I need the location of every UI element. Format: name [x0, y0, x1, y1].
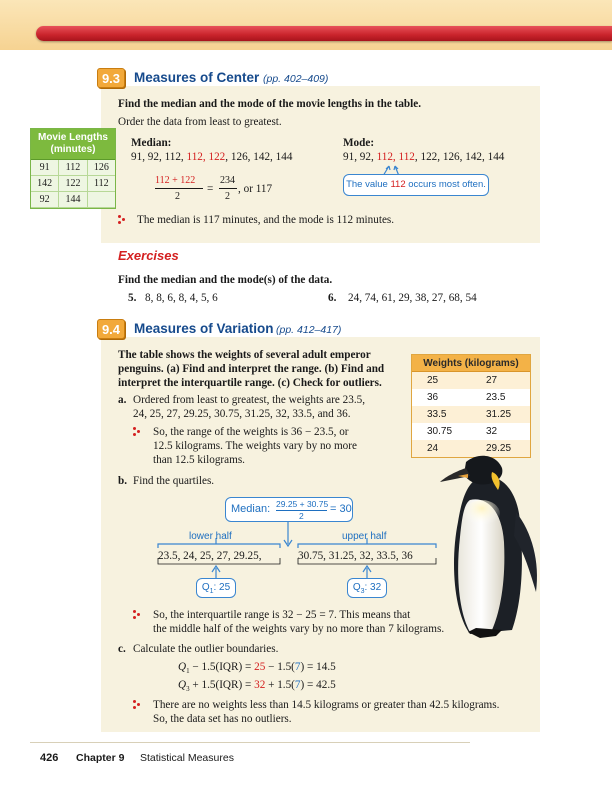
table-cell [88, 192, 115, 208]
fraction2-denominator: 2 [225, 191, 230, 202]
median-fraction-numerator: 112 + 122 [155, 175, 196, 186]
mode-ordered-list: 91, 92, 112, 112, 122, 126, 142, 144 [343, 151, 505, 163]
table-row [31, 160, 115, 176]
part-b-text: Find the quartiles. [133, 475, 215, 487]
diagram-median-result: = 30 [330, 503, 352, 515]
part-a-conclusion: than 12.5 kilograms. [153, 454, 245, 466]
section-94-pages: (pp. 412–417) [276, 324, 342, 336]
weights-table-header: Weights (kilograms) [412, 355, 530, 372]
table-cell: 33.5 [427, 409, 447, 420]
part-a-text: Ordered from least to greatest, the weights are 23.5, [133, 394, 366, 406]
lower-half-label: lower half [189, 531, 232, 542]
conclusion-bullet-icon [133, 700, 143, 710]
section-93-pages: (pp. 402–409) [263, 73, 329, 85]
table-cell: 122 [59, 176, 87, 192]
diagram-median-denominator: 2 [299, 511, 304, 521]
table-cell: 142 [31, 176, 59, 192]
section-93-prompt: Find the median and the mode of the movie lengths in the table. [118, 98, 422, 110]
movie-table-header [31, 129, 115, 160]
section-94-prompt-line: interpret the interquartile range. (c) Check for outliers. [118, 377, 382, 389]
section-93-conclusion: The median is 117 minutes, and the mode is 112 minutes. [137, 214, 395, 226]
movie-lengths-table [30, 128, 116, 209]
exercises-heading: Exercises [118, 248, 179, 263]
exercise-data: 8, 8, 6, 8, 4, 5, 6 [145, 292, 218, 304]
table-row [412, 406, 530, 423]
table-cell: 36 [427, 392, 439, 403]
table-row [412, 389, 530, 406]
table-cell: 144 [59, 192, 87, 208]
q3-box: $Q_3$: 32 [347, 578, 387, 598]
part-a-text: 24, 25, 27, 29.25, 30.75, 31.25, 32, 33.5, and 36. [133, 408, 351, 420]
table-cell: 126 [88, 160, 115, 176]
median-ordered-list: 91, 92, 112, 112, 122, 126, 142, 144 [131, 151, 293, 163]
mode-callout: The value 112 occurs most often. [343, 174, 489, 196]
section-94-title: Measures of Variation [134, 321, 274, 336]
section-93-number: 9.3 [97, 68, 125, 88]
fraction-bar [219, 188, 237, 189]
table-cell: 25 [427, 375, 439, 386]
table-cell: 29.25 [486, 443, 512, 454]
footer-chapter: Chapter 9 [76, 752, 125, 764]
part-a-conclusion: So, the range of the weights is 36 − 23.5, or [153, 426, 349, 438]
table-cell: 112 [59, 160, 87, 176]
fraction2-numerator: 234 [220, 175, 235, 186]
part-b-conclusion: So, the interquartile range is 32 − 25 = 7. This means that [153, 609, 411, 621]
table-cell: 31.25 [486, 409, 512, 420]
table-row [412, 423, 530, 440]
median-fraction-denominator: 2 [175, 191, 180, 202]
mode-label: Mode: [343, 137, 375, 149]
emperor-penguin-image [440, 452, 552, 642]
upper-half-values: 30.75, 31.25, 32, 33.5, 36 [298, 550, 413, 562]
equals-sign: = [207, 183, 214, 195]
movie-table-title: Movie Lengths [37, 132, 108, 143]
outlier-equation-upper: $Q_3 + 1.5(IQR) = 32 + 1.5(7) = 42.5$ [178, 679, 336, 694]
table-cell: 92 [31, 192, 59, 208]
quartile-arrows [150, 564, 440, 584]
table-cell: 23.5 [486, 392, 506, 403]
part-a-conclusion: 12.5 kilograms. The weights vary by no more [153, 440, 357, 452]
table-row [31, 192, 115, 208]
fraction-bar [155, 188, 203, 189]
median-result: , or 117 [238, 183, 273, 195]
top-stripe [36, 26, 612, 41]
part-c-label: c. [118, 643, 126, 655]
table-cell: 112 [88, 176, 115, 192]
table-cell: 24 [427, 443, 439, 454]
part-a-label: a. [118, 394, 127, 406]
section-94-prompt-line: penguins. (a) Find and interpret the range. (b) Find and [118, 363, 385, 375]
movie-table-unit: (minutes) [50, 144, 96, 155]
table-cell: 32 [486, 426, 498, 437]
table-row [31, 176, 115, 192]
diagram-median-numerator: 29.25 + 30.75 [276, 499, 329, 509]
part-b-label: b. [118, 475, 128, 487]
lower-half-values: 23.5, 24, 25, 27, 29.25, [158, 550, 262, 562]
part-b-conclusion: the middle half of the weights vary by no more than 7 kilograms. [153, 623, 445, 635]
weights-table [411, 354, 531, 458]
exercise-number: 5. [128, 292, 137, 304]
part-c-conclusion: So, the data set has no outliers. [153, 713, 292, 725]
exercises-prompt: Find the median and the mode(s) of the data. [118, 274, 333, 286]
conclusion-bullet-icon [118, 215, 128, 225]
part-c-conclusion: There are no weights less than 14.5 kilograms or greater than 42.5 kilograms. [153, 699, 500, 711]
section-94-number: 9.4 [97, 319, 125, 339]
outlier-equation-lower: $Q_1 - 1.5(IQR) = 25 - 1.5(7) = 14.5$ [178, 661, 336, 676]
conclusion-bullet-icon [133, 610, 143, 620]
q1-box: $Q_1$: 25 [196, 578, 236, 598]
table-cell: 27 [486, 375, 498, 386]
table-cell: 30.75 [427, 426, 453, 437]
exercise-number: 6. [328, 292, 337, 304]
footer-rule [30, 742, 470, 743]
table-row [412, 372, 530, 389]
section-94-prompt-line: The table shows the weights of several adult emperor [118, 349, 371, 361]
section-93-title: Measures of Center [134, 70, 260, 85]
table-cell: 91 [31, 160, 59, 176]
median-label: Median: [131, 137, 172, 149]
conclusion-bullet-icon [133, 427, 143, 437]
diagram-median-label: Median: [231, 503, 271, 515]
upper-half-label: upper half [342, 531, 387, 542]
top-banner [0, 0, 612, 50]
exercise-data: 24, 74, 61, 29, 38, 27, 68, 54 [348, 292, 477, 304]
page-number: 426 [40, 752, 59, 764]
part-c-text: Calculate the outlier boundaries. [133, 643, 279, 655]
footer-chapter-title: Statistical Measures [140, 752, 234, 764]
section-93-order-text: Order the data from least to greatest. [118, 116, 282, 128]
